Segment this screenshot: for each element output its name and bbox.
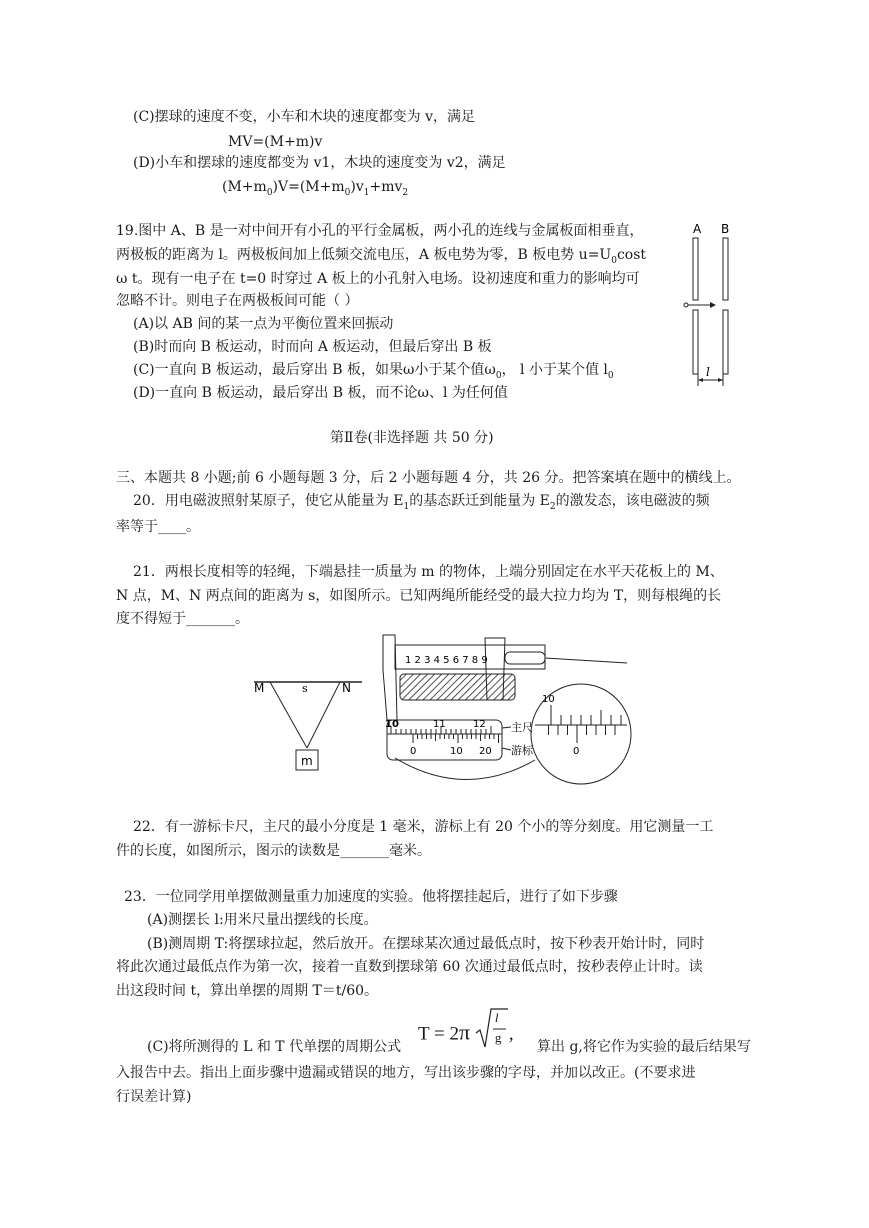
mass-label: m	[301, 754, 313, 768]
formula-numerator: l	[494, 1010, 499, 1025]
point-n-label: N	[342, 681, 351, 695]
q22-line-2: 件的长度，如图所示，图示的读数是_______毫米。	[116, 843, 431, 859]
main-scale-12: 12	[473, 719, 486, 730]
vernier-20: 20	[479, 746, 492, 757]
q18-option-d: (D)小车和摆球的速度都变为 v1，木块的速度变为 v2，满足	[133, 155, 506, 171]
right-rope	[307, 682, 340, 748]
q21-line-3: 度不得短于_______。	[116, 611, 249, 627]
caliper-lock	[505, 652, 545, 664]
sqrt-symbol	[475, 1007, 509, 1051]
q18-option-c-equation: MV=(M+m)v	[228, 134, 323, 150]
vernier-10: 10	[450, 746, 463, 757]
plate-a-label: A	[693, 222, 702, 236]
zoom-label-0: 0	[573, 746, 580, 757]
q19-line-4: 忽略不计。则电子在两极板间可能（ ）	[116, 293, 359, 309]
q19-option-d: (D)一直向 B 板运动，最后穿出 B 板，而不论ω、l 为任何值	[133, 385, 508, 401]
plate-b-upper	[723, 238, 728, 300]
distance-s-label: s	[302, 682, 308, 695]
q23-step-c-1a: (C)将所测得的 L 和 T 代单摆的周期公式	[147, 1039, 402, 1055]
q23-line-1: 23．一位同学用单摆做测量重力加速度的实验。他将摆挂起后，进行了如下步骤	[124, 889, 618, 905]
q23-step-b-3: 出这段时间 t，算出单摆的周期 T＝t/60。	[116, 983, 379, 999]
vernier-caliper-figure	[365, 630, 640, 790]
vernier-scale-ticks	[413, 734, 499, 743]
q19-option-c: (C)一直向 B 板运动，最后穿出 B 板，如果ω小于某个值$\omega_0$， l 小于某个值 $l_0$	[133, 362, 614, 381]
label-main-scale: 主尺	[511, 721, 533, 734]
plate-a-upper	[693, 238, 698, 300]
q23-step-c-3: 行误差计算)	[116, 1089, 192, 1105]
q20-line-1: 20．用电磁波照射某原子，使它从能量为 $E_1$的基态跃迁到能量为 $E_2$的激发态，该电磁波的频	[133, 493, 710, 512]
main-scale-10: 10	[385, 719, 399, 730]
parallel-plates-figure	[676, 218, 746, 398]
q19-line-3: ω t。现有一电子在 t=0 时穿过 A 板上的小孔射入电场。设初速度和重力的影响均可	[116, 271, 640, 287]
vernier-0: 0	[410, 746, 417, 757]
q21-line-1: 21．两根长度相等的轻绳，下端悬挂一质量为 m 的物体，上端分别固定在水平天花板上的 M、	[133, 564, 724, 580]
section-2-title: 第Ⅱ卷(非选择题 共 50 分)	[330, 430, 494, 446]
point-m-label: M	[254, 681, 265, 695]
pendulum-period-formula: T = 2π l g ,	[418, 1013, 514, 1057]
q23-step-b-1: (B)测周期 T:将摆球拉起，然后放开。在摆球某次通过最低点时，按下秒表开始计时，同时	[147, 936, 705, 952]
q19-line-2: 两极板的距离为 l。两极板间加上低频交流电压，A 板电势为零，B 板电势 $u=U_0\cos t$	[116, 247, 647, 266]
zoom-label-10: 10	[542, 694, 555, 705]
q19-line-1: 19.图中 A、B 是一对中间开有小孔的平行金属板，两小孔的连线与金属板面相垂直，	[116, 223, 644, 239]
q19-option-b: (B)时而向 B 板运动，时而向 A 板运动，但最后穿出 B 板	[133, 339, 492, 355]
zoom-connector	[395, 758, 535, 780]
q18-option-d-equation: $(M+m_0)V=(M+m_0)v_1+mv_2$	[222, 179, 409, 198]
plate-a-lower	[693, 310, 698, 374]
electron-dot	[684, 303, 688, 307]
caliper-top-scale: 1 2 3 4 5 6 7 8 9	[405, 655, 488, 666]
q23-step-c-1b: 算出 g,将它作为实验的最后结果写	[537, 1039, 751, 1055]
arrow-head	[710, 302, 716, 308]
distance-label: l	[706, 365, 710, 379]
workpiece	[400, 674, 515, 700]
label-vernier: 游标	[511, 744, 533, 757]
q22-line-1: 22．有一游标卡尺，主尺的最小分度是 1 毫米，游标上有 20 个小的等分刻度。用它测量一工	[133, 819, 714, 835]
q23-step-c-2: 入报告中去。指出上面步骤中遗漏或错误的地方，写出该步骤的字母，并加以改正。(不要求进	[116, 1065, 696, 1081]
q19-option-a: (A)以 AB 间的某一点为平衡位置来回振动	[133, 316, 394, 332]
hanging-mass-figure	[250, 672, 370, 778]
zoom-vernier-ticks	[549, 725, 616, 743]
section-3-intro: 三、本题共 8 小题;前 6 小题每题 3 分，后 2 小题每题 4 分，共 26 分。把答案填在题中的横线上。	[116, 470, 741, 486]
q18-option-c: (C)摆球的速度不变，小车和木块的速度都变为 v，满足	[133, 109, 475, 125]
plate-b-lower	[723, 310, 728, 374]
q20-line-2: 率等于____。	[116, 519, 200, 535]
depth-rod	[545, 658, 627, 663]
q23-step-b-2: 将此次通过最低点作为第一次，接着一直数到摆球第 60 次通过最低点时，按秒表停止计时。读	[116, 959, 703, 975]
plate-b-label: B	[721, 222, 730, 236]
formula-denominator: g	[494, 1030, 502, 1045]
main-scale-11: 11	[433, 719, 446, 730]
zoom-main-ticks	[551, 705, 621, 725]
q23-step-a: (A)测摆长 l:用米尺量出摆线的长度。	[147, 912, 378, 928]
q21-line-2: N 点，M、N 两点间的距离为 s，如图所示。已知两绳所能经受的最大拉力均为 T，则每根绳的长	[116, 588, 722, 604]
